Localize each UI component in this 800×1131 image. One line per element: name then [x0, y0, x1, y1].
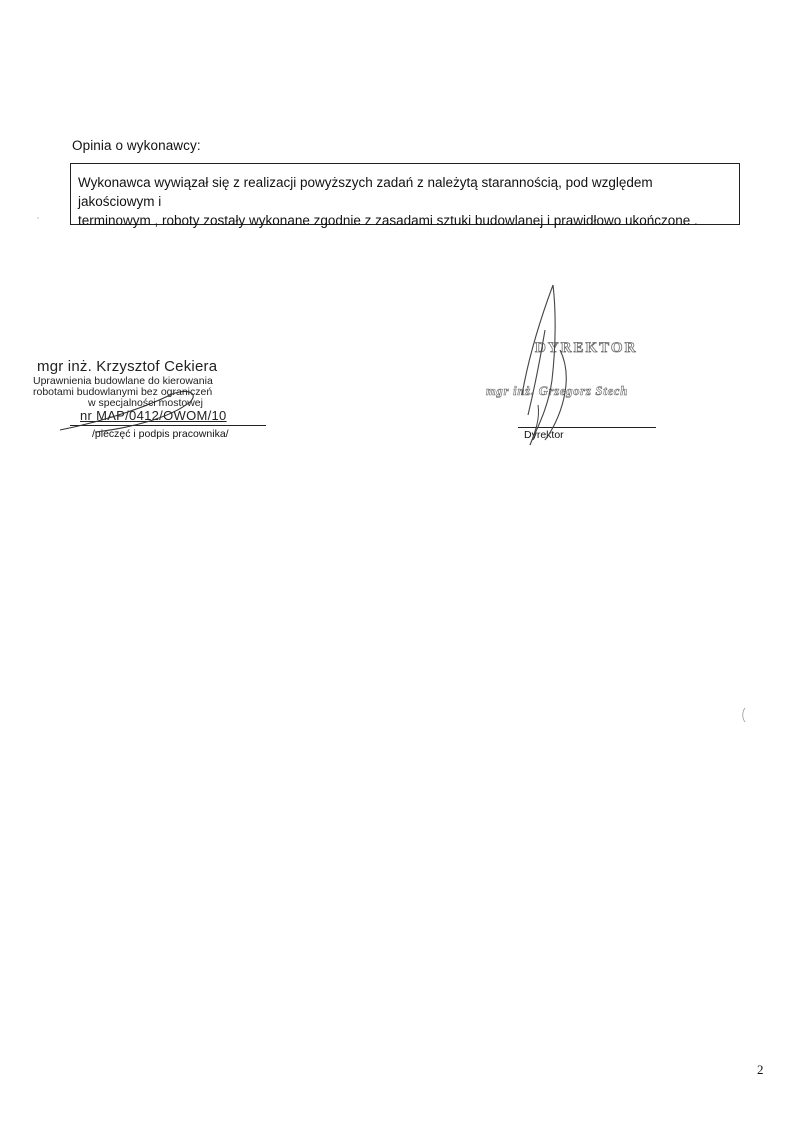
opinion-text-line-2: terminowym , roboty zostały wykonane zgodnie z zasadami sztuki budowlanej i prawidłowo ukończone . — [78, 213, 698, 228]
employee-stamp-line-3: w specjalności mostowej — [88, 397, 203, 409]
employee-stamp-line-2: robotami budowlanymi bez ograniczeń — [33, 386, 213, 398]
director-signature-caption: Dyrektor — [524, 429, 564, 441]
employee-signature-caption: /pieczęć i podpis pracownika/ — [92, 428, 229, 440]
opinion-text-line-1: Wykonawca wywiązał się z realizacji powyższych zadań z należytą starannością, pod względem jakościowym i — [78, 175, 653, 209]
employee-stamp-name: mgr inż. Krzysztof Cekiera — [37, 358, 218, 375]
director-signature — [522, 285, 566, 445]
employee-signature-rule — [70, 425, 266, 426]
employee-stamp-line-1: Uprawnienia budowlane do kierowania — [33, 375, 213, 387]
opinion-heading: Opinia o wykonawcy: — [72, 138, 201, 153]
director-stamp-name: mgr inż. Grzegorz Stech — [486, 384, 629, 398]
director-signature-rule — [518, 427, 656, 428]
page-number: 2 — [757, 1062, 764, 1077]
employee-license-number: nr MAP/0412/OWOM/10 — [80, 408, 227, 423]
director-stamp-title: DYREKTOR — [535, 340, 638, 356]
opinion-box — [70, 163, 740, 228]
